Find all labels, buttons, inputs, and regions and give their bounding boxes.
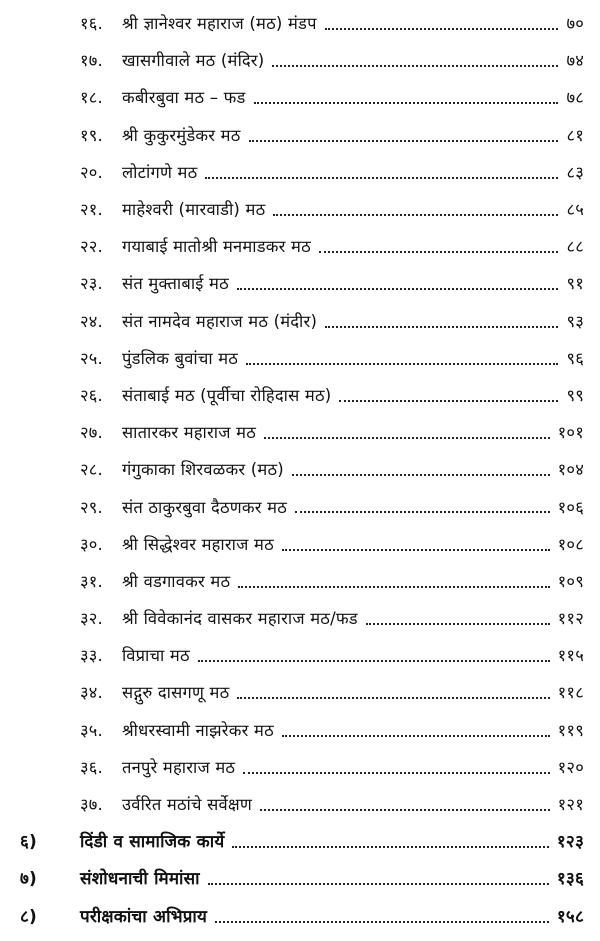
entry-title: दिंडी व सामाजिक कार्ये bbox=[80, 832, 225, 853]
page-number: १०४ bbox=[557, 460, 584, 480]
dot-leader bbox=[272, 65, 558, 67]
entry-number: २६. bbox=[80, 385, 104, 405]
entry-title: गंगुकाका शिरवळकर (मठ) bbox=[122, 460, 284, 480]
entry-title: संशोधनाची मिमांसा bbox=[80, 869, 200, 890]
toc-entry bbox=[0, 748, 600, 785]
dot-leader bbox=[237, 288, 559, 290]
toc-entry bbox=[0, 116, 600, 153]
entry-title: विप्राचा मठ bbox=[122, 646, 190, 666]
page-number: १०८ bbox=[557, 534, 584, 554]
entry-title: माहेश्वरी (मारवाडी) मठ bbox=[122, 200, 266, 220]
page-number: ९९ bbox=[566, 385, 584, 405]
dot-leader bbox=[198, 660, 550, 662]
dot-leader bbox=[273, 214, 558, 216]
page-number: ७४ bbox=[566, 51, 584, 71]
entry-title: श्री विवेकानंद वासकर महाराज मठ/फड bbox=[122, 609, 358, 629]
toc-entry bbox=[0, 450, 600, 487]
toc-entry bbox=[0, 190, 600, 227]
entry-number: ३६. bbox=[80, 757, 104, 777]
dot-leader bbox=[249, 140, 559, 142]
entry-number: १७. bbox=[80, 51, 104, 71]
page-number: ११९ bbox=[557, 720, 584, 740]
entry-title: पुंडलिक बुवांचा मठ bbox=[122, 348, 239, 368]
entry-title: तनपुरे महाराज मठ bbox=[122, 757, 236, 777]
entry-title: परीक्षकांचा अभिप्राय bbox=[80, 906, 208, 927]
dot-leader bbox=[243, 772, 549, 774]
entry-title: संत नामदेव महाराज मठ (मंदीर) bbox=[122, 311, 318, 331]
toc-entry bbox=[0, 41, 600, 78]
entry-title: कबीरबुवा मठ – फड bbox=[122, 88, 246, 108]
page-number: १०१ bbox=[557, 423, 584, 443]
entry-title: संत ठाकुरबुवा दैठणकर मठ bbox=[122, 497, 287, 517]
entry-number: २५. bbox=[80, 348, 104, 368]
toc-entry bbox=[0, 376, 600, 413]
page-number: ८५ bbox=[566, 200, 584, 220]
entry-title: श्री सिद्धेश्वर महाराज मठ bbox=[122, 534, 274, 554]
entry-number: ३४. bbox=[80, 683, 104, 703]
entry-number: २३. bbox=[80, 274, 104, 294]
page-number: १५८ bbox=[556, 906, 584, 927]
page-number: ८१ bbox=[566, 125, 584, 145]
entry-title: श्रीधरस्वामी नाझरेकर मठ bbox=[122, 720, 274, 740]
dot-leader bbox=[254, 102, 559, 104]
entry-number: २२. bbox=[80, 237, 104, 257]
toc-entry bbox=[0, 153, 600, 190]
toc-entry bbox=[0, 264, 600, 301]
toc-entry bbox=[0, 227, 600, 264]
toc-entry bbox=[0, 636, 600, 673]
entry-title: लोटांगणे मठ bbox=[122, 162, 198, 182]
entry-number: ३०. bbox=[80, 534, 104, 554]
entry-title: संत मुक्ताबाई मठ bbox=[122, 274, 229, 294]
entry-number: १९. bbox=[80, 125, 104, 145]
dot-leader bbox=[339, 400, 558, 402]
entry-number: २८. bbox=[80, 460, 104, 480]
entry-number: ८) bbox=[20, 906, 38, 927]
toc-entry bbox=[0, 711, 600, 748]
page-number: ७८ bbox=[566, 88, 584, 108]
entry-title: सद्गुरु दासगणू मठ bbox=[122, 683, 230, 703]
page-number: १०६ bbox=[557, 497, 584, 517]
dot-leader bbox=[366, 623, 550, 625]
entry-title: श्री वडगावकर मठ bbox=[122, 571, 231, 591]
page-number: ११८ bbox=[557, 683, 584, 703]
entry-number: २४. bbox=[80, 311, 104, 331]
entry-title: संताबाई मठ (पूर्वीचा रोहिदास मठ) bbox=[122, 385, 332, 405]
page-number: १२१ bbox=[557, 795, 584, 815]
entry-title: गयाबाई मातोश्री मनमाडकर मठ bbox=[122, 237, 311, 257]
entry-title: खासगीवाले मठ (मंदिर) bbox=[122, 51, 265, 71]
entry-number: २०. bbox=[80, 162, 104, 182]
dot-leader bbox=[292, 474, 550, 476]
toc-chapter bbox=[0, 822, 600, 859]
toc-chapter bbox=[0, 859, 600, 896]
dot-leader bbox=[282, 735, 550, 737]
entry-title: उर्वरित मठांचे सर्वेक्षण bbox=[122, 795, 253, 815]
entry-number: ७) bbox=[20, 869, 38, 890]
dot-leader bbox=[238, 586, 549, 588]
dot-leader bbox=[319, 251, 559, 253]
entry-number: २१. bbox=[80, 200, 104, 220]
toc-entry bbox=[0, 673, 600, 710]
toc-entry bbox=[0, 4, 600, 41]
page-number: ७० bbox=[566, 14, 584, 34]
page-number: १२० bbox=[557, 757, 584, 777]
entry-number: १६. bbox=[80, 14, 104, 34]
toc-entry bbox=[0, 487, 600, 524]
entry-number: ३१. bbox=[80, 571, 104, 591]
entry-number: ३३. bbox=[80, 646, 104, 666]
dot-leader bbox=[260, 809, 550, 811]
toc-chapter bbox=[0, 897, 600, 934]
toc-entry bbox=[0, 785, 600, 822]
table-of-contents bbox=[0, 4, 600, 934]
toc-entry bbox=[0, 302, 600, 339]
dot-leader bbox=[237, 697, 549, 699]
entry-number: १८. bbox=[80, 88, 104, 108]
page-number: १२३ bbox=[556, 832, 584, 853]
toc-entry bbox=[0, 599, 600, 636]
entry-title: सातारकर महाराज मठ bbox=[122, 423, 256, 443]
entry-title: श्री कुकुरमुंडेकर मठ bbox=[122, 125, 241, 145]
entry-number: ३२. bbox=[80, 609, 104, 629]
page-number: ११५ bbox=[557, 646, 584, 666]
toc-entry bbox=[0, 562, 600, 599]
dot-leader bbox=[282, 549, 550, 551]
dot-leader bbox=[215, 921, 549, 923]
page-number: १३६ bbox=[556, 869, 584, 890]
entry-number: ३७. bbox=[80, 795, 104, 815]
entry-number: ३५. bbox=[80, 720, 104, 740]
page-number: ८३ bbox=[566, 162, 584, 182]
entry-number: २९. bbox=[80, 497, 104, 517]
dot-leader bbox=[264, 437, 550, 439]
entry-number: ६) bbox=[20, 832, 38, 853]
page-number: ११२ bbox=[557, 609, 584, 629]
toc-entry bbox=[0, 339, 600, 376]
toc-entry bbox=[0, 78, 600, 115]
dot-leader bbox=[232, 846, 548, 848]
toc-entry bbox=[0, 413, 600, 450]
dot-leader bbox=[295, 511, 550, 513]
entry-number: २७. bbox=[80, 423, 104, 443]
page-number: ८८ bbox=[566, 237, 584, 257]
page-number: ९१ bbox=[566, 274, 584, 294]
entry-title: श्री ज्ञानेश्वर महाराज (मठ) मंडप bbox=[122, 14, 317, 34]
dot-leader bbox=[325, 326, 558, 328]
dot-leader bbox=[208, 883, 549, 885]
page-number: १०९ bbox=[557, 571, 584, 591]
dot-leader bbox=[205, 177, 558, 179]
dot-leader bbox=[325, 28, 559, 30]
page-number: ९३ bbox=[566, 311, 584, 331]
dot-leader bbox=[246, 363, 558, 365]
page-number: ९६ bbox=[566, 348, 584, 368]
toc-entry bbox=[0, 525, 600, 562]
